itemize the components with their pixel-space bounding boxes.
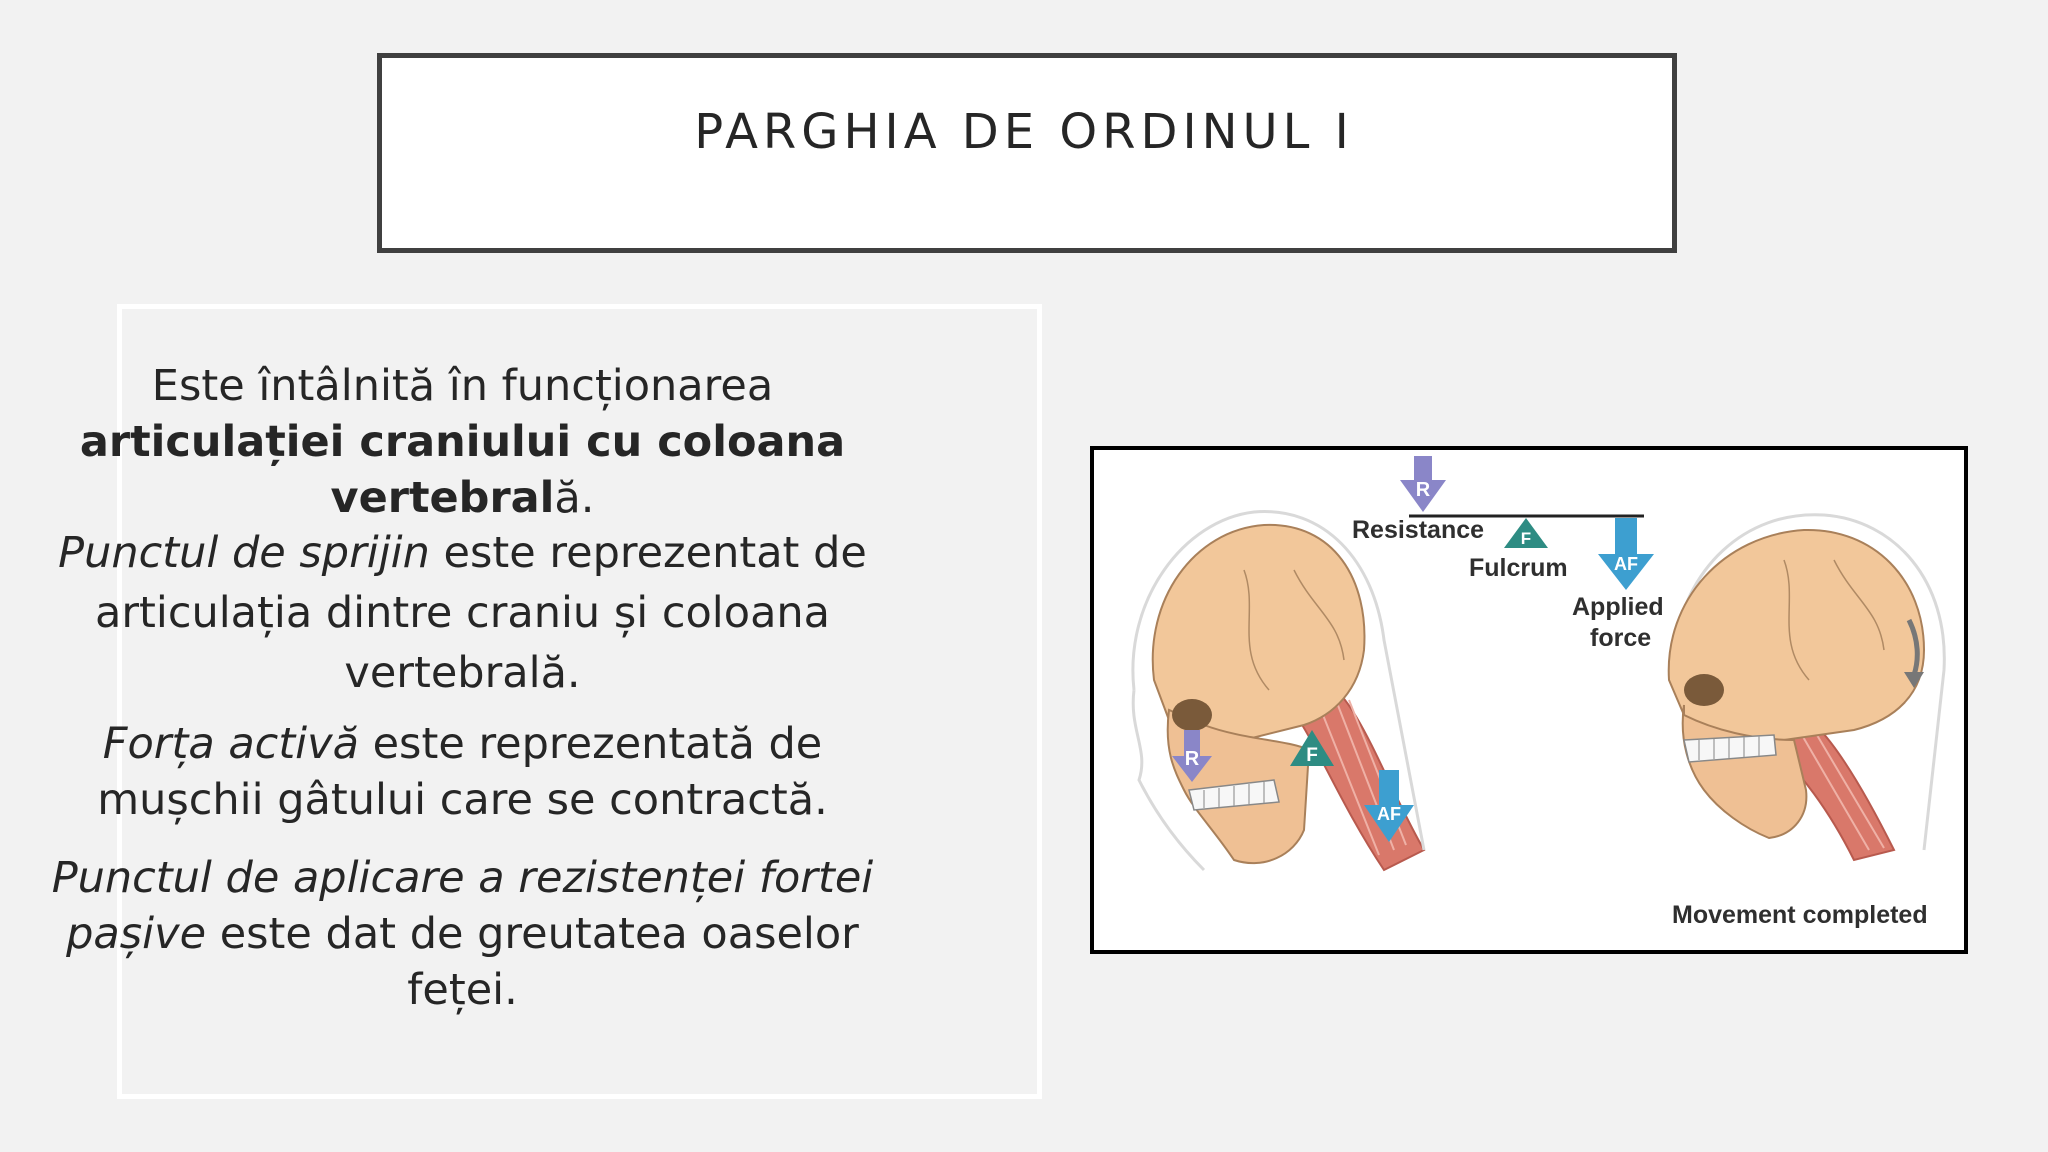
paragraph-resistance (0, 850, 925, 1018)
p4-line3: feței. (407, 965, 518, 1015)
p2-line1 (0, 523, 925, 583)
p4-italic2: pașive (66, 909, 207, 959)
p3-line2: mușchii gâtului care se contractă. (97, 775, 828, 825)
p2-rest1: este reprezentat de (429, 528, 867, 578)
svg-text:R: R (1415, 479, 1431, 501)
movement-label: Movement completed (1672, 901, 1928, 929)
top-resistance-arrow (1400, 456, 1446, 512)
svg-text:AF: AF (1614, 554, 1638, 574)
fulcrum-label: Fulcrum (1469, 554, 1568, 582)
p2-line2: articulația dintre craniu și coloana (94, 588, 831, 638)
resistance-label: Resistance (1352, 516, 1485, 544)
p1-line3 (0, 470, 925, 526)
p3-italic: Forța activă (102, 719, 359, 769)
p2-line3: vertebrală. (344, 648, 581, 698)
p2-italic: Punctul de sprijin (58, 528, 430, 578)
left-r-marker: R (1184, 748, 1200, 770)
left-af-marker: AF (1377, 804, 1401, 824)
paragraph-support-point (0, 523, 925, 703)
left-f-marker: F (1306, 745, 1318, 766)
paragraph-active-force (0, 716, 925, 828)
right-cranium (1669, 530, 1924, 740)
svg-text:F: F (1520, 529, 1532, 548)
p4-line1: Punctul de aplicare a rezistenței fortei (51, 853, 874, 903)
p1-bold-word: vertebral (330, 473, 555, 523)
p1-line1: Este întâlnită în funcționarea (151, 361, 774, 411)
top-fulcrum-triangle (1504, 518, 1548, 548)
applied-label-1: Applied (1572, 593, 1664, 621)
p3-rest1: este reprezentată de (358, 719, 823, 769)
top-applied-arrow (1598, 518, 1654, 590)
p1-tail: ă. (554, 473, 595, 523)
right-head (1669, 515, 1945, 860)
paragraph-joint (0, 358, 925, 526)
p4-line2 (0, 906, 925, 962)
p1-line2: articulației craniului cu coloana (79, 417, 846, 467)
p3-line1 (0, 716, 925, 772)
p4-rest: este dat de greutatea oaselor (206, 909, 859, 959)
applied-label-2: force (1590, 624, 1652, 652)
lever-figure (1090, 446, 1968, 954)
lever-illustration (1094, 450, 1964, 950)
slide-title: PARGHIA DE ORDINUL I (694, 104, 1354, 160)
